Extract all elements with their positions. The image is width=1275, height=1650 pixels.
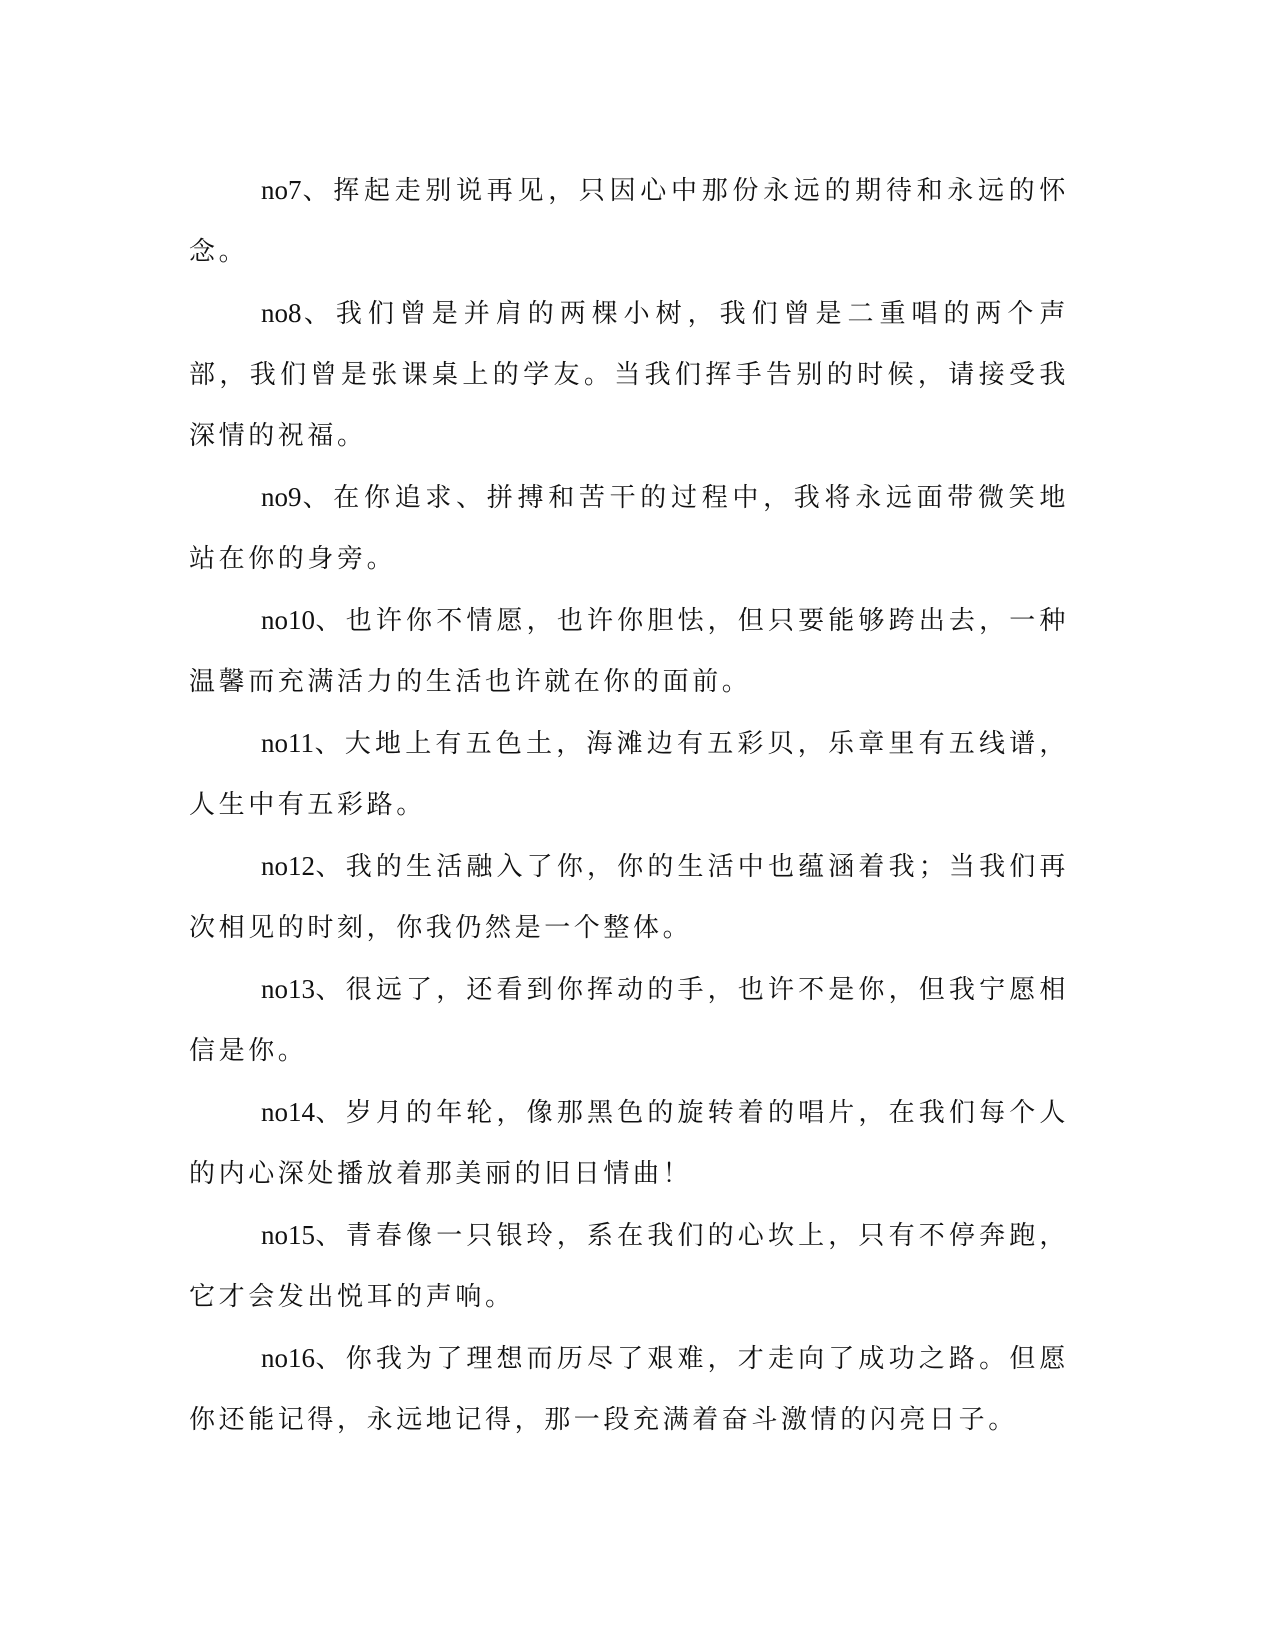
paragraph-number: no13 <box>261 974 315 1004</box>
paragraph-text: 、岁月的年轮，像那黑色的旋转着的唱片，在我们每个人的内心深处播放着那美丽的旧日情曲！ <box>189 1098 1069 1189</box>
paragraph-number: no12 <box>261 851 315 881</box>
paragraph-no13 <box>189 959 1069 1082</box>
paragraph-no7 <box>189 160 1069 283</box>
paragraph-no16 <box>189 1328 1069 1451</box>
paragraph-no15 <box>189 1205 1069 1328</box>
paragraph-text: 、也许你不情愿，也许你胆怯，但只要能够跨出去，一种温馨而充满活力的生活也许就在你的面前。 <box>189 606 1069 697</box>
paragraph-text: 、挥起走别说再见，只因心中那份永远的期待和永远的怀念。 <box>189 176 1069 267</box>
paragraph-text: 、你我为了理想而历尽了艰难，才走向了成功之路。但愿你还能记得，永远地记得，那一段充满着奋斗激情的闪亮日子。 <box>189 1344 1069 1435</box>
paragraph-text: 、大地上有五色土，海滩边有五彩贝，乐章里有五线谱，人生中有五彩路。 <box>189 729 1069 820</box>
document-body <box>189 160 1069 1451</box>
paragraph-number: no8 <box>261 298 302 328</box>
paragraph-number: no11 <box>261 728 314 758</box>
paragraph-text: 、我的生活融入了你，你的生活中也蕴涵着我；当我们再次相见的时刻，你我仍然是一个整体。 <box>189 852 1069 943</box>
paragraph-no14 <box>189 1082 1069 1205</box>
paragraph-number: no7 <box>261 175 302 205</box>
paragraph-number: no9 <box>261 482 302 512</box>
paragraph-number: no15 <box>261 1220 315 1250</box>
paragraph-number: no14 <box>261 1097 315 1127</box>
paragraph-no9 <box>189 467 1069 590</box>
paragraph-no10 <box>189 590 1069 713</box>
paragraph-no12 <box>189 836 1069 959</box>
paragraph-no11 <box>189 713 1069 836</box>
paragraph-number: no10 <box>261 605 315 635</box>
paragraph-no8 <box>189 283 1069 467</box>
paragraph-text: 、在你追求、拼搏和苦干的过程中，我将永远面带微笑地站在你的身旁。 <box>189 483 1069 574</box>
paragraph-text: 、青春像一只银玲，系在我们的心坎上，只有不停奔跑，它才会发出悦耳的声响。 <box>189 1221 1069 1312</box>
paragraph-number: no16 <box>261 1343 315 1373</box>
paragraph-text: 、很远了，还看到你挥动的手，也许不是你，但我宁愿相信是你。 <box>189 975 1069 1066</box>
paragraph-text: 、我们曾是并肩的两棵小树，我们曾是二重唱的两个声部，我们曾是张课桌上的学友。当我们挥手告别的时候，请接受我深情的祝福。 <box>189 299 1069 451</box>
